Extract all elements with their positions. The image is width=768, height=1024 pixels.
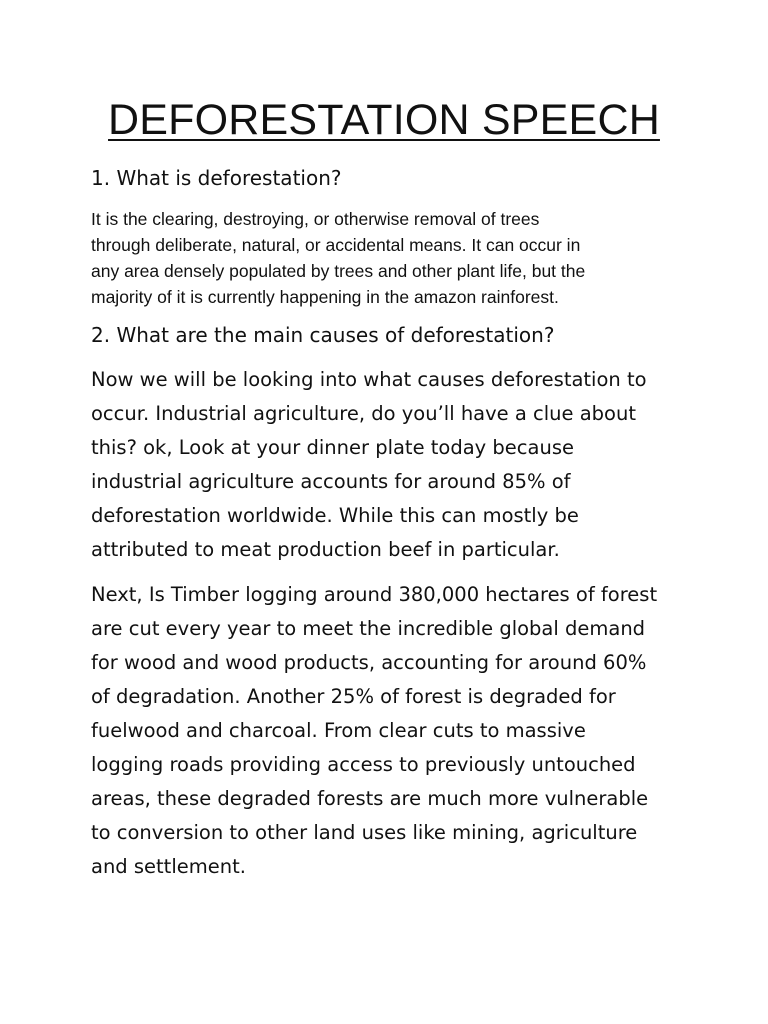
paragraph-line: fuelwood and charcoal. From clear cuts to massive [91, 719, 586, 742]
paragraph-line: and settlement. [91, 855, 246, 878]
paragraph-line: to conversion to other land uses like mining, agriculture [91, 821, 638, 844]
paragraph-line: Next, Is Timber logging around 380,000 hectares of forest [91, 583, 658, 606]
answer-1-paragraph [91, 206, 691, 310]
paragraph-line: this? ok, Look at your dinner plate today because [91, 436, 574, 459]
paragraph-line: industrial agriculture accounts for around 85% of [91, 470, 571, 493]
causes-paragraph-2 [91, 578, 711, 884]
paragraph-line: occur. Industrial agriculture, do you’ll have a clue about [91, 402, 636, 425]
answer-1-line: It is the clearing, destroying, or otherwise removal of trees [91, 209, 540, 229]
document-title: DEFORESTATION SPEECH [108, 96, 660, 144]
paragraph-line: logging roads providing access to previously untouched [91, 753, 636, 776]
paragraph-line: for wood and wood products, accounting for around 60% [91, 651, 647, 674]
paragraph-line: Now we will be looking into what causes deforestation to [91, 368, 647, 391]
answer-1-line: any area densely populated by trees and other plant life, but the [91, 261, 586, 281]
paragraph-line: attributed to meat production beef in particular. [91, 538, 560, 561]
question-1-heading: 1. What is deforestation? [91, 166, 342, 190]
question-2-heading: 2. What are the main causes of deforestation? [91, 323, 555, 347]
paragraph-line: are cut every year to meet the incredible global demand [91, 617, 646, 640]
paragraph-line: deforestation worldwide. While this can mostly be [91, 504, 579, 527]
paragraph-line: areas, these degraded forests are much more vulnerable [91, 787, 649, 810]
causes-paragraph-1 [91, 363, 711, 567]
answer-1-line: majority of it is currently happening in the amazon rainforest. [91, 287, 559, 307]
paragraph-line: of degradation. Another 25% of forest is degraded for [91, 685, 616, 708]
answer-1-line: through deliberate, natural, or accidental means. It can occur in [91, 235, 581, 255]
